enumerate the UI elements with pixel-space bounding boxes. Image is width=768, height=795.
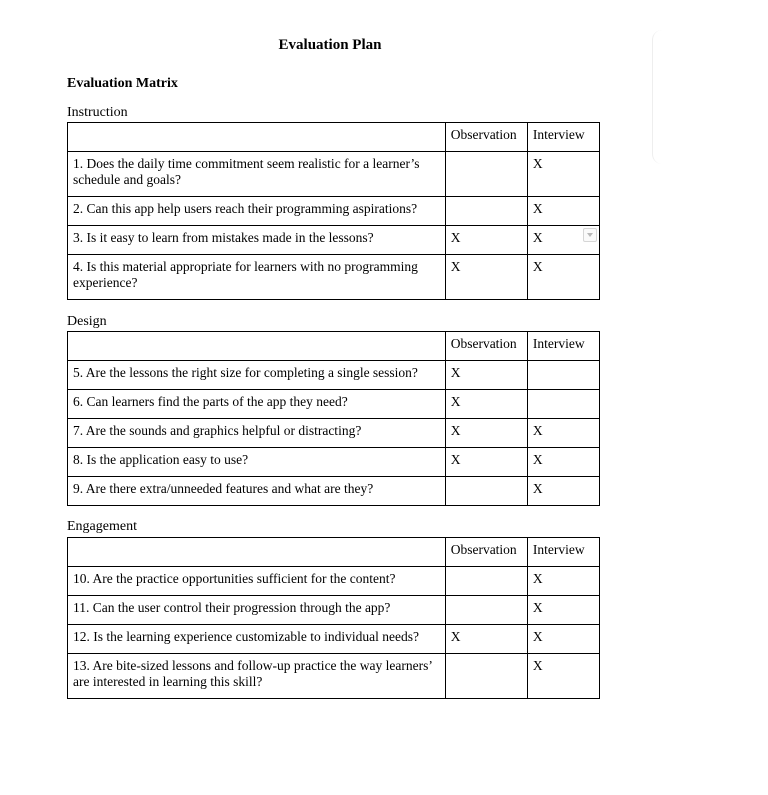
question-cell: 7. Are the sounds and graphics helpful or distracting? bbox=[68, 419, 446, 448]
observation-cell bbox=[445, 654, 527, 699]
table-header-row bbox=[68, 332, 600, 361]
question-cell: 6. Can learners find the parts of the app they need? bbox=[68, 390, 446, 419]
header-cell-question bbox=[68, 332, 446, 361]
header-cell-question bbox=[68, 123, 446, 152]
observation-cell bbox=[445, 596, 527, 625]
section-label-design: Design bbox=[67, 314, 107, 329]
header-cell-interview: Interview bbox=[527, 538, 599, 567]
observation-cell bbox=[445, 197, 527, 226]
observation-cell: X bbox=[445, 448, 527, 477]
header-cell-observation: Observation bbox=[445, 123, 527, 152]
table-row bbox=[68, 226, 600, 255]
table-row bbox=[68, 197, 600, 226]
header-cell-interview: Interview bbox=[527, 332, 599, 361]
interview-cell: X bbox=[527, 255, 599, 300]
table-row bbox=[68, 390, 600, 419]
question-cell: 2. Can this app help users reach their programming aspirations? bbox=[68, 197, 446, 226]
observation-cell: X bbox=[445, 419, 527, 448]
section-label-instruction: Instruction bbox=[67, 105, 128, 120]
table-row bbox=[68, 255, 600, 300]
question-cell: 8. Is the application easy to use? bbox=[68, 448, 446, 477]
document-title: Evaluation Plan bbox=[278, 37, 382, 53]
interview-cell bbox=[527, 361, 599, 390]
observation-cell: X bbox=[445, 390, 527, 419]
observation-cell: X bbox=[445, 226, 527, 255]
table-row bbox=[68, 419, 600, 448]
table-row bbox=[68, 152, 600, 197]
interview-cell: X bbox=[527, 197, 599, 226]
observation-cell: X bbox=[445, 625, 527, 654]
interview-cell: X bbox=[527, 419, 599, 448]
interview-cell: X bbox=[527, 226, 599, 255]
question-cell: 13. Are bite-sized lessons and follow-up practice the way learners’ are interested in learning this skill? bbox=[68, 654, 446, 699]
interview-cell: X bbox=[527, 477, 599, 506]
section-label-engagement: Engagement bbox=[67, 519, 137, 534]
matrix-heading: Evaluation Matrix bbox=[67, 76, 178, 91]
observation-cell bbox=[445, 152, 527, 197]
table-row bbox=[68, 477, 600, 506]
question-cell: 4. Is this material appropriate for learners with no programming experience? bbox=[68, 255, 446, 300]
header-cell-interview: Interview bbox=[527, 123, 599, 152]
table-row bbox=[68, 567, 600, 596]
table-row bbox=[68, 654, 600, 699]
header-cell-observation: Observation bbox=[445, 332, 527, 361]
interview-cell: X bbox=[527, 567, 599, 596]
interview-cell: X bbox=[527, 448, 599, 477]
header-cell-observation: Observation bbox=[445, 538, 527, 567]
table-row bbox=[68, 596, 600, 625]
header-cell-question bbox=[68, 538, 446, 567]
question-cell: 9. Are there extra/unneeded features and what are they? bbox=[68, 477, 446, 506]
interview-cell bbox=[527, 390, 599, 419]
question-cell: 3. Is it easy to learn from mistakes made in the lessons? bbox=[68, 226, 446, 255]
table-design bbox=[67, 331, 600, 506]
observation-cell bbox=[445, 567, 527, 596]
table-header-row bbox=[68, 123, 600, 152]
interview-cell: X bbox=[527, 596, 599, 625]
observation-cell: X bbox=[445, 255, 527, 300]
table-row bbox=[68, 361, 600, 390]
question-cell: 10. Are the practice opportunities sufficient for the content? bbox=[68, 567, 446, 596]
table-header-row bbox=[68, 538, 600, 567]
table-row bbox=[68, 625, 600, 654]
table-row bbox=[68, 448, 600, 477]
table-instruction bbox=[67, 122, 600, 300]
observation-cell: X bbox=[445, 361, 527, 390]
question-cell: 11. Can the user control their progression through the app? bbox=[68, 596, 446, 625]
observation-cell bbox=[445, 477, 527, 506]
table-engagement bbox=[67, 537, 600, 699]
interview-cell: X bbox=[527, 152, 599, 197]
question-cell: 12. Is the learning experience customizable to individual needs? bbox=[68, 625, 446, 654]
interview-cell: X bbox=[527, 625, 599, 654]
question-cell: 5. Are the lessons the right size for completing a single session? bbox=[68, 361, 446, 390]
interview-cell: X bbox=[527, 654, 599, 699]
question-cell: 1. Does the daily time commitment seem realistic for a learner’s schedule and goals? bbox=[68, 152, 446, 197]
